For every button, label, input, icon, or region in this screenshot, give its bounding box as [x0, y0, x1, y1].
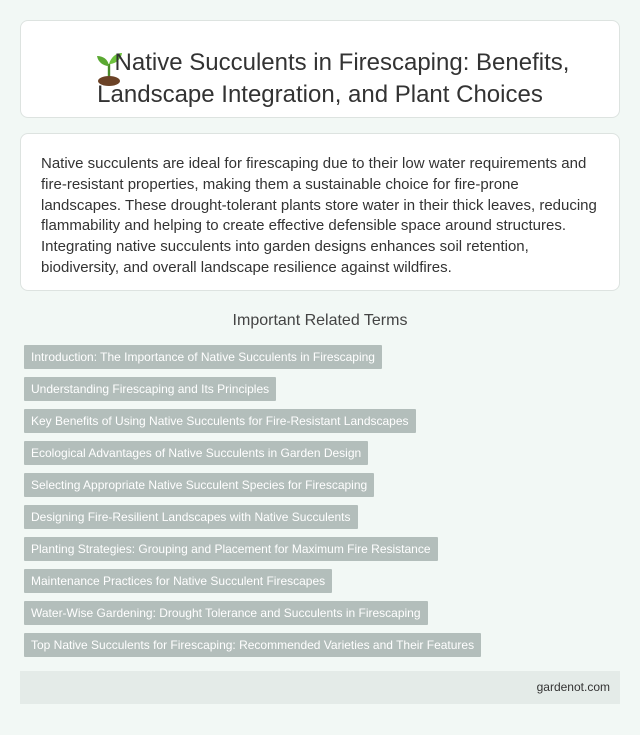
page-title: Native Succulents in Firescaping: Benefits, Landscape Integration, and Plant Choices: [97, 49, 570, 108]
related-term-tag[interactable]: Understanding Firescaping and Its Principles: [24, 377, 276, 401]
title-card: [20, 20, 620, 118]
related-term-tag[interactable]: Water-Wise Gardening: Drought Tolerance and Succulents in Firescaping: [24, 601, 428, 625]
related-term-tag[interactable]: Key Benefits of Using Native Succulents for Fire-Resistant Landscapes: [24, 409, 416, 433]
related-terms-heading: Important Related Terms: [232, 312, 408, 329]
intro-paragraph: Native succulents are ideal for firescaping due to their low water requirements and fire-resistant properties, making them a sustainable choice for fire-prone landscapes. These drought-tolerant plants store water in their thick leaves, reducing flammability and helping to create effective defensible space around structures. Integrating native succulents into garden designs enhances soil retention, biodiversity, and overall landscape resilience against wildfires.: [41, 155, 597, 276]
related-term-tag[interactable]: Top Native Succulents for Firescaping: Recommended Varieties and Their Features: [24, 633, 481, 657]
intro-card: [20, 133, 620, 291]
footer-site-link[interactable]: gardenot.com: [536, 680, 610, 694]
related-term-tag[interactable]: Maintenance Practices for Native Succulent Firescapes: [24, 569, 332, 593]
related-term-tag[interactable]: Selecting Appropriate Native Succulent Species for Firescaping: [24, 473, 374, 497]
related-term-tag[interactable]: Ecological Advantages of Native Succulents in Garden Design: [24, 441, 368, 465]
footer: [20, 671, 620, 704]
related-term-tag[interactable]: Designing Fire-Resilient Landscapes with Native Succulents: [24, 505, 358, 529]
related-term-tag[interactable]: Introduction: The Importance of Native Succulents in Firescaping: [24, 345, 382, 369]
related-term-tag[interactable]: Planting Strategies: Grouping and Placement for Maximum Fire Resistance: [24, 537, 438, 561]
